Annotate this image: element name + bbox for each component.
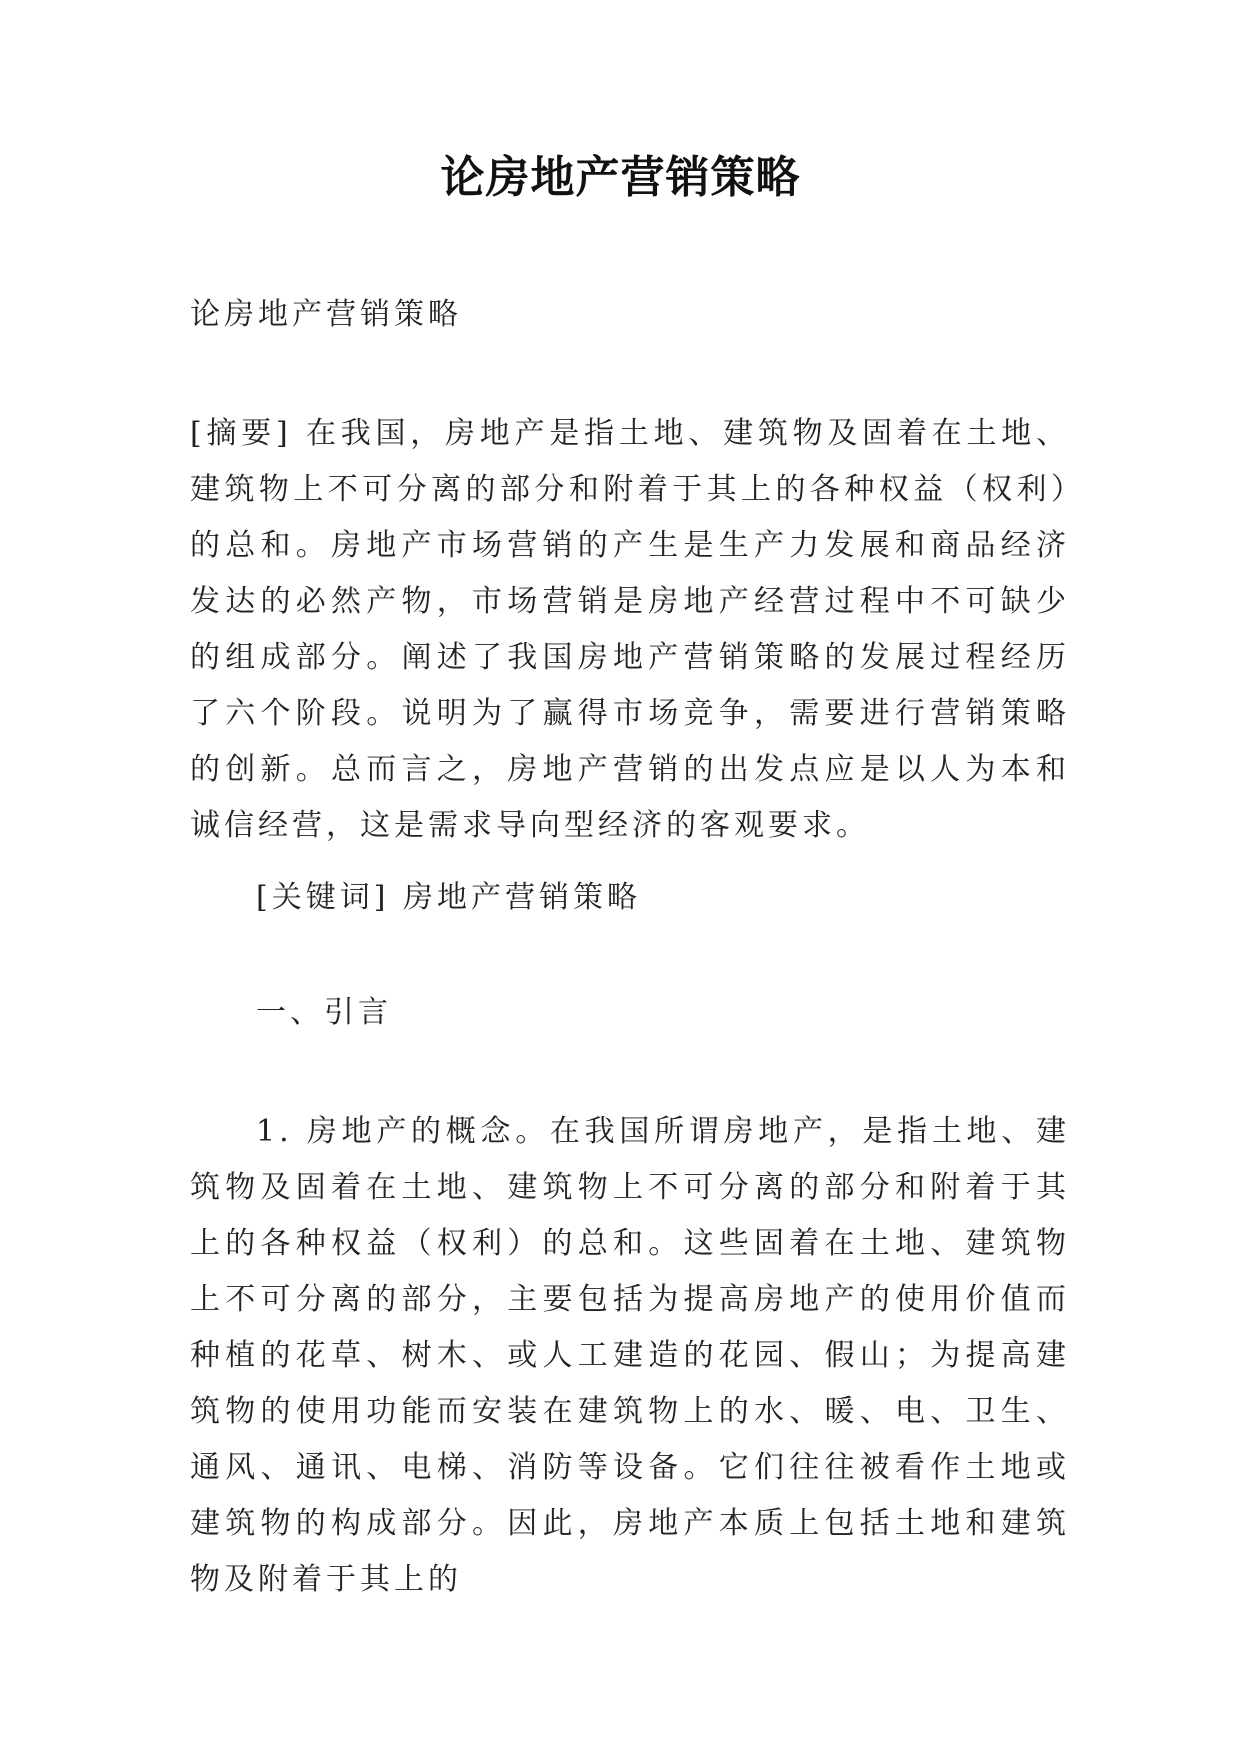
keywords-line: [关键词] 房地产营销策略 — [256, 880, 641, 915]
document-subtitle: 论房地产营销策略 — [190, 297, 462, 332]
body-paragraph: 1. 房地产的概念。在我国所谓房地产，是指土地、建筑物及固着在土地、建筑物上不可分离的部分和附着于其上的各种权益（权利）的总和。这些固着在土地、建筑物上不可分离的部分，主要包括为提高房地产的使用价值而种植的花草、树木、或人工建造的花园、假山；为提高建筑物的使用功能而安装在建筑物上的水、暖、电、卫生、通风、通讯、电梯、消防等设备。它们往往被看作土地或建筑物的构成部分。因此，房地产本质上包括土地和建筑物及附着于其上的 — [190, 1114, 1070, 1597]
section-heading-introduction: 一、引言 — [256, 995, 392, 1030]
document-title: 论房地产营销策略 — [440, 152, 801, 203]
abstract-paragraph: [摘要] 在我国，房地产是指土地、建筑物及固着在土地、建筑物上不可分离的部分和附着于其上的各种权益（权利）的总和。房地产市场营销的产生是生产力发展和商品经济发达的必然产物，市场营销是房地产经营过程中不可缺少的组成部分。阐述了我国房地产营销策略的发展过程经历了六个阶段。说明为了赢得市场竞争，需要进行营销策略的创新。总而言之，房地产营销的出发点应是以人为本和诚信经营，这是需求导向型经济的客观要求。 — [190, 416, 1070, 843]
